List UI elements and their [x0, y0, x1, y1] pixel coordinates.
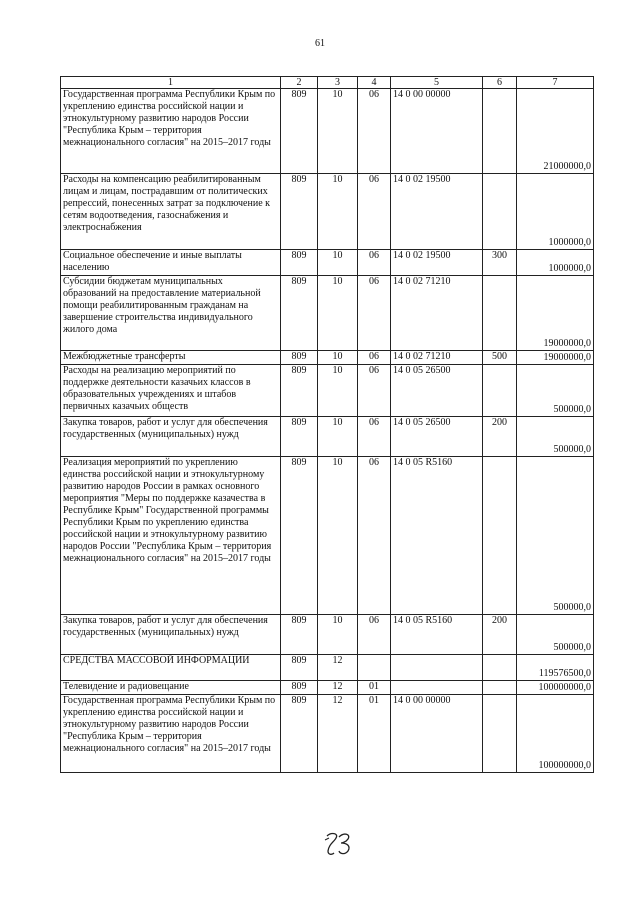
row-ved: 809 [281, 655, 318, 681]
row-target-article: 14 0 02 71210 [391, 351, 483, 365]
row-section: 10 [318, 615, 358, 655]
row-section: 10 [318, 365, 358, 417]
row-expense-type [483, 365, 517, 417]
row-amount: 500000,0 [517, 615, 594, 655]
row-subsection: 06 [358, 365, 391, 417]
row-expense-type: 200 [483, 417, 517, 457]
row-target-article: 14 0 02 19500 [391, 174, 483, 250]
row-name: Телевидение и радиовещание [61, 681, 281, 695]
table-row [61, 695, 594, 773]
header-col-1: 1 [61, 77, 281, 89]
row-amount: 100000000,0 [517, 695, 594, 773]
row-amount: 500000,0 [517, 457, 594, 615]
row-section: 12 [318, 655, 358, 681]
row-expense-type [483, 89, 517, 174]
header-col-2: 2 [281, 77, 318, 89]
table-row [61, 89, 594, 174]
row-name: Расходы на реализацию мероприятий по поддержке деятельности казачьих классов в образовательных учреждениях и штабов первичных казачьих обществ [61, 365, 281, 417]
table-row [61, 365, 594, 417]
row-expense-type [483, 457, 517, 615]
row-expense-type [483, 695, 517, 773]
row-section: 10 [318, 457, 358, 615]
row-section: 10 [318, 250, 358, 276]
row-ved: 809 [281, 457, 318, 615]
row-amount: 21000000,0 [517, 89, 594, 174]
row-ved: 809 [281, 681, 318, 695]
row-amount: 19000000,0 [517, 276, 594, 351]
row-target-article: 14 0 05 R5160 [391, 615, 483, 655]
row-subsection: 06 [358, 417, 391, 457]
row-subsection: 06 [358, 615, 391, 655]
table-row [61, 457, 594, 615]
header-col-5: 5 [391, 77, 483, 89]
header-col-7: 7 [517, 77, 594, 89]
row-section: 10 [318, 417, 358, 457]
row-subsection: 01 [358, 695, 391, 773]
row-name: СРЕДСТВА МАССОВОЙ ИНФОРМАЦИИ [61, 655, 281, 681]
row-subsection [358, 655, 391, 681]
row-ved: 809 [281, 276, 318, 351]
row-ved: 809 [281, 89, 318, 174]
table-row [61, 174, 594, 250]
row-ved: 809 [281, 365, 318, 417]
row-ved: 809 [281, 174, 318, 250]
row-subsection: 06 [358, 89, 391, 174]
page-number: 61 [315, 38, 325, 49]
row-name: Социальное обеспечение и иные выплаты населению [61, 250, 281, 276]
row-amount: 1000000,0 [517, 174, 594, 250]
row-name: Субсидии бюджетам муниципальных образований на предоставление материальной помощи реабилитированным гражданам на завершение строительства индивидуального жилого дома [61, 276, 281, 351]
row-ved: 809 [281, 250, 318, 276]
row-amount: 19000000,0 [517, 351, 594, 365]
row-target-article: 14 0 00 00000 [391, 89, 483, 174]
row-subsection: 06 [358, 174, 391, 250]
row-target-article: 14 0 02 19500 [391, 250, 483, 276]
row-name: Закупка товаров, работ и услуг для обеспечения государственных (муниципальных) нужд [61, 417, 281, 457]
row-name: Межбюджетные трансферты [61, 351, 281, 365]
row-section: 10 [318, 89, 358, 174]
row-target-article: 14 0 02 71210 [391, 276, 483, 351]
row-expense-type [483, 655, 517, 681]
row-amount: 500000,0 [517, 417, 594, 457]
row-name: Закупка товаров, работ и услуг для обеспечения государственных (муниципальных) нужд [61, 615, 281, 655]
row-subsection: 06 [358, 276, 391, 351]
table-row [61, 417, 594, 457]
row-target-article: 14 0 05 26500 [391, 417, 483, 457]
row-amount: 100000000,0 [517, 681, 594, 695]
row-target-article: 14 0 00 00000 [391, 695, 483, 773]
table-row [61, 615, 594, 655]
row-section: 12 [318, 695, 358, 773]
table-header-row [61, 77, 594, 89]
row-section: 12 [318, 681, 358, 695]
handwritten-signature [305, 828, 375, 858]
row-section: 10 [318, 351, 358, 365]
row-ved: 809 [281, 695, 318, 773]
row-expense-type [483, 276, 517, 351]
row-section: 10 [318, 174, 358, 250]
table-row [61, 276, 594, 351]
budget-table [60, 76, 594, 773]
header-col-4: 4 [358, 77, 391, 89]
header-col-3: 3 [318, 77, 358, 89]
row-ved: 809 [281, 615, 318, 655]
row-name: Реализация мероприятий по укреплению единства российской нации и этнокультурному развитию народов России в рамках основного мероприятия "Меры по поддержке казачества в Республике Крым" Государственной программы Республики Крым по укреплению единства российской нации и этнокультурному развитию народов России "Республика Крым – территория межнационального согласия" на 2015–2017 годы [61, 457, 281, 615]
table-row [61, 655, 594, 681]
row-target-article [391, 655, 483, 681]
row-amount: 119576500,0 [517, 655, 594, 681]
row-expense-type [483, 681, 517, 695]
row-expense-type [483, 174, 517, 250]
row-expense-type: 500 [483, 351, 517, 365]
table-row [61, 681, 594, 695]
row-amount: 500000,0 [517, 365, 594, 417]
row-target-article: 14 0 05 26500 [391, 365, 483, 417]
row-subsection: 01 [358, 681, 391, 695]
row-target-article: 14 0 05 R5160 [391, 457, 483, 615]
row-name: Государственная программа Республики Крым по укреплению единства российской нации и этнокультурному развитию народов России "Республика Крым – территория межнационального согласия" на 2015–2017 годы [61, 695, 281, 773]
row-amount: 1000000,0 [517, 250, 594, 276]
row-subsection: 06 [358, 250, 391, 276]
table-row [61, 250, 594, 276]
row-ved: 809 [281, 417, 318, 457]
row-name: Государственная программа Республики Крым по укреплению единства российской нации и этнокультурному развитию народов России "Республика Крым – территория межнационального согласия" на 2015–2017 годы [61, 89, 281, 174]
row-subsection: 06 [358, 351, 391, 365]
row-subsection: 06 [358, 457, 391, 615]
row-ved: 809 [281, 351, 318, 365]
row-expense-type: 200 [483, 615, 517, 655]
row-expense-type: 300 [483, 250, 517, 276]
row-section: 10 [318, 276, 358, 351]
row-name: Расходы на компенсацию реабилитированным лицам и лицам, пострадавшим от политических репрессий, понесенных затрат за подключение к сетям водоотведения, газоснабжения и электроснабжения [61, 174, 281, 250]
header-col-6: 6 [483, 77, 517, 89]
table-row [61, 351, 594, 365]
row-target-article [391, 681, 483, 695]
